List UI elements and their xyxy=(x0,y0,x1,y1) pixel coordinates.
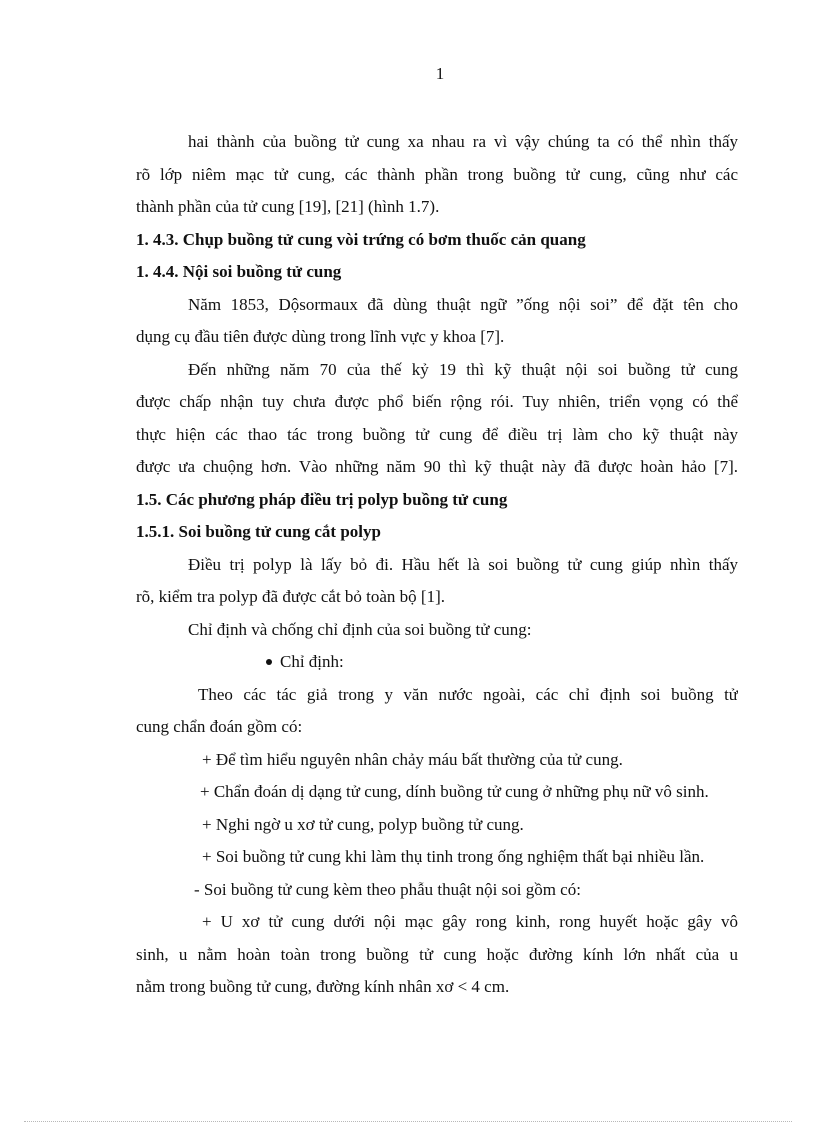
heading-text: 1.5.1. Soi buồng tử cung cắt polyp xyxy=(136,522,381,541)
bullet-item xyxy=(136,646,738,679)
line-text: Đến những năm 70 của thế kỷ 19 thì kỹ thuật nội soi buồng tử cung xyxy=(188,359,738,379)
line-text: thành phần của tử cung [19], [21] (hình 1.7). xyxy=(136,197,440,216)
text-line xyxy=(136,971,738,1004)
text-line xyxy=(136,549,738,582)
line-text: sinh, u nằm hoàn toàn trong buồng tử cung hoặc đường kính lớn nhất của u xyxy=(136,944,738,964)
text-line xyxy=(136,321,738,354)
line-text: cung chẩn đoán gồm có: xyxy=(136,717,303,736)
heading-text: 1. 4.3. Chụp buồng tử cung vòi trứng có bơm thuốc cản quang xyxy=(136,229,586,249)
line-text: được chấp nhận tuy chưa được phổ biến rộng rói. Tuy nhiên, triển vọng có thể xyxy=(136,392,738,411)
text-line xyxy=(136,419,738,452)
line-text: + Nghi ngờ u xơ tử cung, polyp buồng tử cung. xyxy=(202,814,524,834)
line-text: + U xơ tử cung dưới nội mạc gây rong kinh, rong huyết hoặc gây vô xyxy=(202,912,738,931)
line-text: + Soi buồng tử cung khi làm thụ tinh trong ống nghiệm thất bại nhiều lần. xyxy=(202,847,705,866)
list-item xyxy=(136,906,738,939)
document-body xyxy=(136,126,738,1004)
line-text: Năm 1853, Dộsormaux đã dùng thuật ngữ ”ống nội soi” để đặt tên cho xyxy=(188,294,738,314)
text-line xyxy=(136,159,738,192)
line-text: rõ, kiểm tra polyp đã được cắt bỏ toàn bộ [1]. xyxy=(136,587,446,606)
text-line xyxy=(136,191,738,224)
text-line xyxy=(136,581,738,614)
heading-text: 1.5. Các phương pháp điều trị polyp buồng tử cung xyxy=(136,489,508,509)
section-heading xyxy=(136,484,738,517)
list-item xyxy=(136,776,738,809)
line-text: + Chẩn đoán dị dạng tử cung, dính buồng tử cung ở những phụ nữ vô sinh. xyxy=(200,782,709,801)
line-text: thực hiện các thao tác trong buồng tử cung để điều trị làm cho kỹ thuật này xyxy=(136,424,738,444)
page-bottom-border xyxy=(24,1121,792,1122)
text-line xyxy=(136,126,738,159)
line-text: dụng cụ đầu tiên được dùng trong lĩnh vực y khoa [7]. xyxy=(136,327,505,346)
text-line xyxy=(136,386,738,419)
line-text: Điều trị polyp là lấy bỏ đi. Hầu hết là soi buồng tử cung giúp nhìn thấy xyxy=(188,554,738,574)
line-text: Theo các tác giả trong y văn nước ngoài, các chỉ định soi buồng tử xyxy=(198,684,738,704)
line-text: rõ lớp niêm mạc tử cung, các thành phần trong buồng tử cung, cũng như các xyxy=(136,164,738,184)
list-item xyxy=(136,744,738,777)
text-line xyxy=(136,711,738,744)
heading-text: 1. 4.4. Nội soi buồng tử cung xyxy=(136,262,342,281)
line-text: nằm trong buồng tử cung, đường kính nhân xơ < 4 cm. xyxy=(136,977,510,996)
line-text: + Để tìm hiểu nguyên nhân chảy máu bất thường của tử cung. xyxy=(202,749,623,769)
line-text: Chỉ định và chống chỉ định của soi buồng tử cung: xyxy=(188,619,532,639)
section-heading xyxy=(136,516,738,549)
text-line xyxy=(136,614,738,647)
list-item xyxy=(136,874,738,907)
bullet-icon xyxy=(266,659,272,665)
section-heading xyxy=(136,224,738,257)
list-item xyxy=(136,841,738,874)
line-text: - Soi buồng tử cung kèm theo phẫu thuật nội soi gồm có: xyxy=(194,879,581,899)
line-text: hai thành của buồng tử cung xa nhau ra vì vậy chúng ta có thể nhìn thấy xyxy=(188,132,738,151)
text-line xyxy=(136,289,738,322)
text-line xyxy=(136,354,738,387)
section-heading xyxy=(136,256,738,289)
text-line xyxy=(136,939,738,972)
list-item xyxy=(136,809,738,842)
text-line xyxy=(136,451,738,484)
line-text: được ưa chuộng hơn. Vào những năm 90 thì kỹ thuật này đã được hoàn hảo [7]. xyxy=(136,457,738,476)
page-number: 1 xyxy=(435,64,445,83)
text-line xyxy=(136,679,738,712)
bullet-text: Chỉ định: xyxy=(280,652,344,671)
